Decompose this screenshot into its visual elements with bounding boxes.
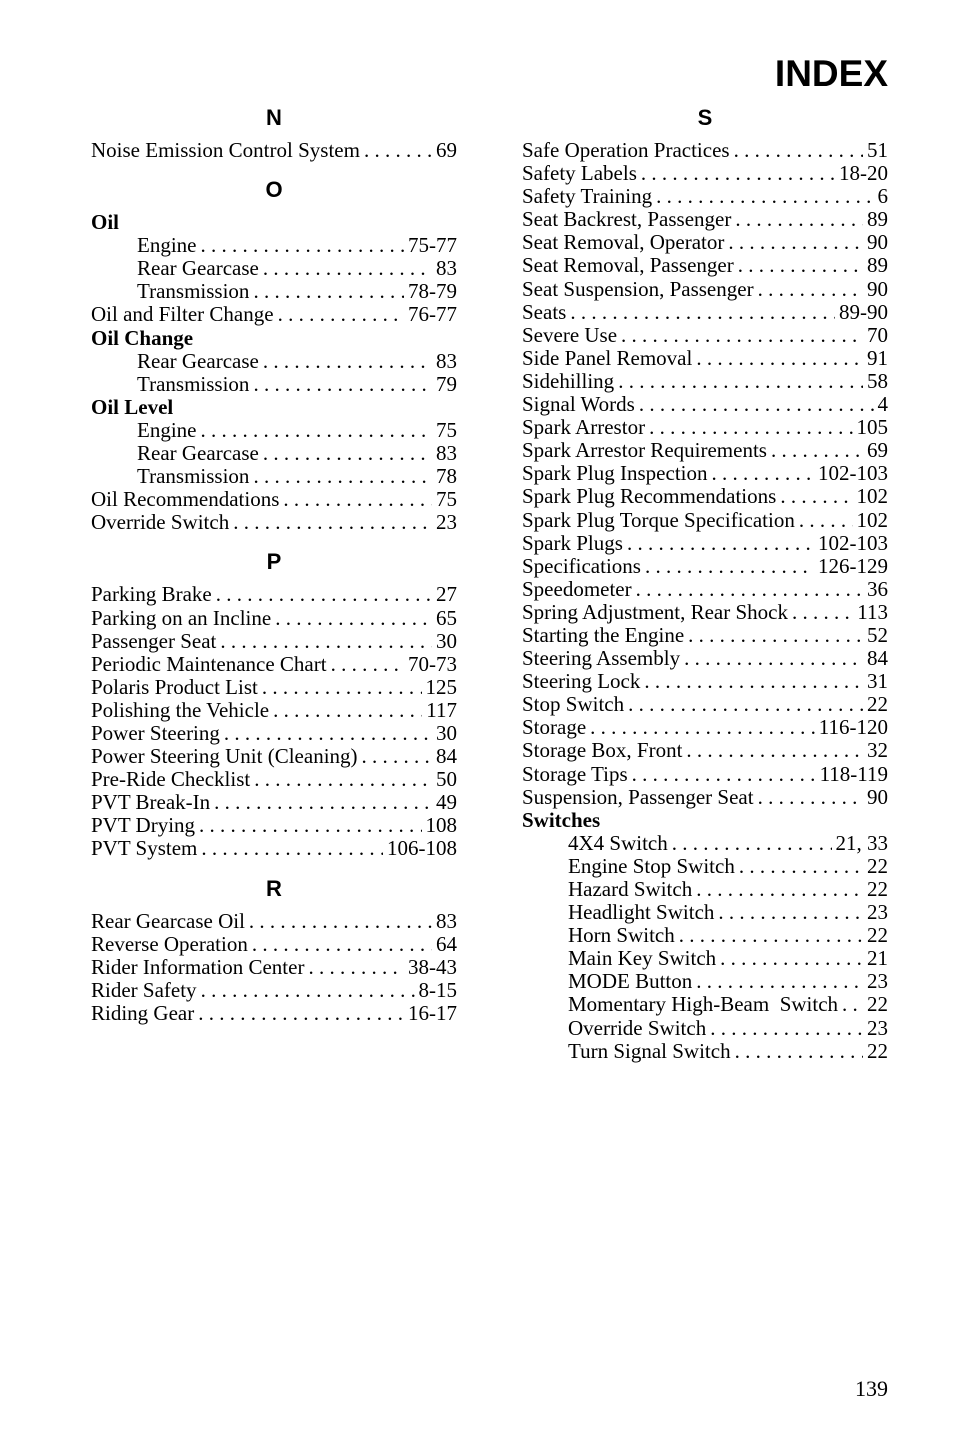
index-heading: Switches <box>522 807 601 832</box>
entry-page: 89 <box>867 207 888 232</box>
entry-label: Seat Backrest, Passenger <box>522 207 732 232</box>
entry-page: 125 <box>425 674 457 699</box>
entry-label: Safety Training <box>522 184 653 209</box>
entry-page: 21 <box>867 946 888 971</box>
index-entry <box>91 511 457 534</box>
entry-page: 69 <box>436 138 457 162</box>
index-entry <box>91 488 457 511</box>
index-entry <box>91 303 457 326</box>
index-entry <box>91 956 457 979</box>
entry-label: Power Steering Unit (Cleaning) <box>91 744 358 769</box>
dot-leader <box>196 419 432 442</box>
entry-page: 6 <box>877 184 888 209</box>
dot-leader <box>197 979 415 1002</box>
entry-page: 36 <box>867 576 888 601</box>
dot-leader <box>730 139 863 162</box>
index-heading: Oil Change <box>91 325 194 350</box>
entry-page: 22 <box>867 692 888 717</box>
index-entry <box>522 555 888 578</box>
entry-label: Oil Recommendations <box>91 487 280 512</box>
index-entry <box>522 139 888 162</box>
entry-page: 22 <box>867 853 888 878</box>
entry-page: 79 <box>436 371 457 396</box>
index-subentry <box>91 419 457 442</box>
entry-page: 116-120 <box>818 715 888 740</box>
dot-leader <box>754 786 863 809</box>
entry-page: 84 <box>867 646 888 671</box>
entry-page: 4 <box>877 392 888 417</box>
entry-page: 84 <box>436 744 457 769</box>
entry-page: 102 <box>856 484 888 509</box>
index-subentry <box>522 1017 888 1040</box>
entry-label: Suspension, Passenger Seat <box>522 784 754 809</box>
entry-label: Seats <box>522 299 567 324</box>
dot-leader <box>706 1017 863 1040</box>
dot-leader <box>194 1002 404 1025</box>
dot-leader <box>640 670 863 693</box>
entry-page: 21, 33 <box>835 830 888 855</box>
entry-page: 23 <box>867 900 888 925</box>
dot-leader <box>707 462 814 485</box>
dot-leader <box>692 970 863 993</box>
index-subentry <box>522 970 888 993</box>
dot-leader <box>327 653 404 676</box>
entry-label: Seat Removal, Passenger <box>522 253 734 278</box>
dot-leader <box>220 722 432 745</box>
index-entry <box>91 814 457 837</box>
entry-label: Spark Plug Inspection <box>522 461 708 486</box>
index-entry <box>91 979 457 1002</box>
entry-page: 75-77 <box>408 233 457 258</box>
dot-leader <box>795 509 853 532</box>
entry-label: Transmission <box>137 464 250 489</box>
entry-label: 4X4 Switch <box>568 830 668 855</box>
entry-label: Passenger Seat <box>91 628 217 653</box>
entry-label: Spark Plug Recommendations <box>522 484 777 509</box>
entry-label: Signal Words <box>522 392 635 417</box>
entry-page: 38-43 <box>408 954 457 979</box>
dot-leader <box>216 630 432 653</box>
entry-page: 90 <box>867 276 888 301</box>
entry-page: 75 <box>436 487 457 512</box>
entry-page: 23 <box>867 969 888 994</box>
index-entry <box>91 933 457 956</box>
index-entry <box>522 763 888 786</box>
index-entry <box>91 607 457 630</box>
entry-label: MODE Button <box>568 969 693 994</box>
index-entry <box>91 653 457 676</box>
entry-label: Engine <box>137 417 197 442</box>
entry-label: PVT System <box>91 836 198 861</box>
dot-leader <box>259 257 432 280</box>
dot-leader <box>360 139 432 162</box>
entry-label: Riding Gear <box>91 1000 195 1025</box>
entry-page: 30 <box>436 720 457 745</box>
entry-page: 22 <box>867 992 888 1017</box>
dot-leader <box>652 185 873 208</box>
index-entry <box>522 324 888 347</box>
dot-leader <box>196 234 404 257</box>
entry-label: Momentary High-Beam Switch <box>568 992 839 1017</box>
index-subentry <box>522 832 888 855</box>
entry-page: 22 <box>867 877 888 901</box>
index-subentry <box>522 901 888 924</box>
entry-label: Transmission <box>137 279 250 304</box>
entry-page: 49 <box>436 790 457 815</box>
index-entry <box>522 278 888 301</box>
entry-page: 78 <box>436 464 457 489</box>
dot-leader <box>635 393 874 416</box>
entry-page: 89-90 <box>839 299 888 324</box>
dot-leader <box>680 647 863 670</box>
dot-leader <box>776 485 852 508</box>
entry-label: Starting the Engine <box>522 622 685 647</box>
entry-label: Spark Plug Torque Specification <box>522 507 795 532</box>
entry-label: Polishing the Vehicle <box>91 697 270 722</box>
index-entry <box>91 1002 457 1025</box>
index-entry <box>91 630 457 653</box>
index-entry <box>522 509 888 532</box>
section-letter-p: P <box>266 549 282 575</box>
entry-page: 89 <box>867 253 888 278</box>
dot-leader <box>259 350 432 373</box>
dot-leader <box>249 465 432 488</box>
index-entry <box>91 676 457 699</box>
index-subentry <box>91 465 457 488</box>
section-letter-s: S <box>697 105 713 130</box>
entry-label: Override Switch <box>568 1015 707 1040</box>
index-subentry <box>522 878 888 901</box>
entry-label: Side Panel Removal <box>522 345 693 370</box>
index-subentry <box>522 993 888 1016</box>
index-subentry <box>522 1040 888 1063</box>
dot-leader <box>645 416 852 439</box>
index-entry <box>522 624 888 647</box>
index-column-left <box>91 104 457 1025</box>
entry-page: 83 <box>436 348 457 373</box>
index-entry <box>522 693 888 716</box>
entry-label: PVT Break-In <box>91 790 211 815</box>
index-entry <box>91 722 457 745</box>
dot-leader <box>767 439 863 462</box>
entry-page: 31 <box>867 669 888 694</box>
entry-page: 83 <box>436 908 457 933</box>
entry-page: 113 <box>857 599 888 624</box>
entry-label: Spark Arrestor <box>522 415 646 440</box>
dot-leader <box>734 254 863 277</box>
entry-page: 22 <box>867 923 888 948</box>
entry-label: Parking Brake <box>91 582 212 607</box>
entry-label: Periodic Maintenance Chart <box>91 651 327 676</box>
dot-leader <box>684 624 863 647</box>
dot-leader <box>249 280 404 303</box>
dot-leader <box>245 910 432 933</box>
entry-label: Transmission <box>137 371 250 396</box>
entry-page: 83 <box>436 441 457 466</box>
entry-label: Seat Removal, Operator <box>522 230 725 255</box>
entry-page: 18-20 <box>839 161 888 186</box>
index-subentry <box>91 442 457 465</box>
entry-label: Storage <box>522 715 587 740</box>
dot-leader <box>754 278 863 301</box>
index-entry <box>91 699 457 722</box>
index-entry <box>522 532 888 555</box>
entry-page: 50 <box>436 767 457 792</box>
dot-leader <box>716 947 863 970</box>
dot-leader <box>258 676 422 699</box>
section-letter-o: O <box>265 177 283 203</box>
entry-page: 30 <box>436 628 457 653</box>
index-subentry <box>522 924 888 947</box>
dot-leader <box>641 555 814 578</box>
entry-page: 90 <box>867 784 888 809</box>
dot-leader <box>250 768 432 791</box>
entry-page: 106-108 <box>387 836 457 861</box>
entry-label: Safety Labels <box>522 161 637 186</box>
entry-label: Main Key Switch <box>568 946 717 971</box>
index-entry <box>522 462 888 485</box>
index-entry <box>522 231 888 254</box>
dot-leader <box>210 791 432 814</box>
index-entry <box>522 416 888 439</box>
entry-label: Power Steering <box>91 720 220 745</box>
entry-page: 70 <box>867 322 888 347</box>
page-title: INDEX <box>774 53 888 94</box>
section-letter-n: N <box>266 105 282 130</box>
entry-label: Rear Gearcase <box>137 441 259 466</box>
dot-leader <box>632 578 863 601</box>
entry-page: 102-103 <box>818 461 888 486</box>
entry-label: Steering Assembly <box>522 646 681 671</box>
entry-page: 23 <box>867 1015 888 1040</box>
entry-page: 102-103 <box>818 530 888 555</box>
dot-leader <box>623 532 814 555</box>
dot-leader <box>229 511 432 534</box>
entry-label: Spark Plugs <box>522 530 623 555</box>
index-entry <box>91 768 457 791</box>
entry-page: 117 <box>426 697 457 722</box>
entry-label: Rider Information Center <box>91 954 305 979</box>
index-subentry <box>91 350 457 373</box>
index-entry <box>522 670 888 693</box>
entry-page: 118-119 <box>819 761 888 786</box>
dot-leader <box>212 583 432 606</box>
index-entry <box>522 647 888 670</box>
entry-label: Engine Stop Switch <box>568 853 735 878</box>
dot-leader <box>586 716 815 739</box>
entry-label: Seat Suspension, Passenger <box>522 276 754 301</box>
entry-page: 75 <box>436 417 457 442</box>
index-heading: Oil <box>91 210 120 235</box>
dot-leader <box>628 763 816 786</box>
entry-label: Spark Arrestor Requirements <box>522 438 767 463</box>
dot-leader <box>668 832 832 855</box>
entry-page: 51 <box>867 138 888 162</box>
dot-leader <box>838 993 863 1016</box>
entry-label: Reverse Operation <box>91 931 248 956</box>
entry-page: 91 <box>867 345 888 370</box>
entry-label: Safe Operation Practices <box>522 138 730 162</box>
index-entry <box>91 791 457 814</box>
dot-leader <box>248 933 432 956</box>
dot-leader <box>274 303 404 326</box>
index-subentry <box>91 373 457 396</box>
entry-label: Polaris Product List <box>91 674 258 699</box>
entry-label: Oil and Filter Change <box>91 302 274 327</box>
index-entry <box>522 393 888 416</box>
dot-leader <box>259 442 432 465</box>
entry-label: Storage Tips <box>522 761 628 786</box>
index-entry <box>522 254 888 277</box>
index-entry <box>522 185 888 208</box>
index-entry <box>522 485 888 508</box>
entry-label: Override Switch <box>91 510 230 535</box>
entry-label: Pre-Ride Checklist <box>91 767 251 792</box>
index-entry <box>522 162 888 185</box>
entry-page: 69 <box>867 438 888 463</box>
entry-label: Hazard Switch <box>568 877 693 901</box>
index-subentry <box>91 257 457 280</box>
entry-page: 8-15 <box>418 977 457 1002</box>
dot-leader <box>624 693 863 716</box>
entry-page: 65 <box>436 605 457 630</box>
entry-label: Stop Switch <box>522 692 625 717</box>
page-number: 139 <box>855 1376 888 1401</box>
entry-page: 102 <box>856 507 888 532</box>
index-subentry <box>91 234 457 257</box>
entry-page: 76-77 <box>408 302 457 327</box>
entry-label: Rear Gearcase <box>137 348 259 373</box>
dot-leader <box>731 1040 863 1063</box>
index-entry <box>522 370 888 393</box>
entry-page: 16-17 <box>408 1000 457 1025</box>
dot-leader <box>358 745 432 768</box>
entry-page: 52 <box>867 622 888 647</box>
entry-page: 126-129 <box>818 553 888 578</box>
entry-label: Horn Switch <box>568 923 675 948</box>
entry-label: Turn Signal Switch <box>568 1038 731 1063</box>
entry-label: Specifications <box>522 553 641 578</box>
entry-page: 58 <box>867 368 888 393</box>
dot-leader <box>249 373 432 396</box>
index-entry <box>91 910 457 933</box>
entry-label: Steering Lock <box>522 669 641 694</box>
dot-leader <box>731 208 863 231</box>
entry-page: 64 <box>436 931 457 956</box>
index-entry <box>91 583 457 606</box>
dot-leader <box>692 878 863 901</box>
entry-label: Rear Gearcase Oil <box>91 908 245 933</box>
dot-leader <box>279 488 432 511</box>
entry-page: 27 <box>436 582 457 607</box>
dot-leader <box>614 370 863 393</box>
dot-leader <box>271 607 432 630</box>
index-entry <box>522 786 888 809</box>
entry-label: Headlight Switch <box>568 900 715 925</box>
entry-label: Parking on an Incline <box>91 605 272 630</box>
entry-label: Engine <box>137 233 197 258</box>
index-entry <box>522 347 888 370</box>
index-entry <box>522 301 888 324</box>
entry-page: 78-79 <box>408 279 457 304</box>
entry-page: 22 <box>867 1038 888 1063</box>
dot-leader <box>566 301 835 324</box>
entry-page: 90 <box>867 230 888 255</box>
dot-leader <box>714 901 863 924</box>
dot-leader <box>692 347 863 370</box>
entry-label: Severe Use <box>522 322 618 347</box>
dot-leader <box>682 739 863 762</box>
index-entry <box>522 601 888 624</box>
entry-label: PVT Drying <box>91 813 196 838</box>
entry-page: 23 <box>436 510 457 535</box>
dot-leader <box>724 231 863 254</box>
dot-leader <box>197 837 383 860</box>
entry-label: Spring Adjustment, Rear Shock <box>522 599 788 624</box>
section-letter-r: R <box>266 875 282 901</box>
index-entry <box>522 578 888 601</box>
index-entry <box>522 716 888 739</box>
index-entry <box>91 139 457 162</box>
dot-leader <box>735 855 863 878</box>
entry-page: 105 <box>856 415 888 440</box>
dot-leader <box>788 601 853 624</box>
entry-label: Rear Gearcase <box>137 256 259 281</box>
entry-label: Rider Safety <box>91 977 197 1002</box>
entry-label: Sidehilling <box>522 368 615 393</box>
index-entry <box>91 837 457 860</box>
index-subentry <box>522 855 888 878</box>
entry-label: Speedometer <box>522 576 632 601</box>
dot-leader <box>675 924 863 947</box>
entry-label: Noise Emission Control System <box>91 138 360 162</box>
index-heading: Oil Level <box>91 394 174 419</box>
index-subentry <box>91 280 457 303</box>
dot-leader <box>617 324 863 347</box>
dot-leader <box>637 162 835 185</box>
index-entry <box>522 208 888 231</box>
entry-page: 108 <box>425 813 457 838</box>
dot-leader <box>195 814 421 837</box>
entry-page: 83 <box>436 256 457 281</box>
index-column-right <box>522 104 888 1063</box>
dot-leader <box>304 956 404 979</box>
dot-leader <box>269 699 422 722</box>
index-entry <box>91 745 457 768</box>
index-entry <box>522 739 888 762</box>
entry-page: 32 <box>867 738 888 763</box>
entry-page: 70-73 <box>408 651 457 676</box>
index-subentry <box>522 947 888 970</box>
index-entry <box>522 439 888 462</box>
entry-label: Storage Box, Front <box>522 738 683 763</box>
